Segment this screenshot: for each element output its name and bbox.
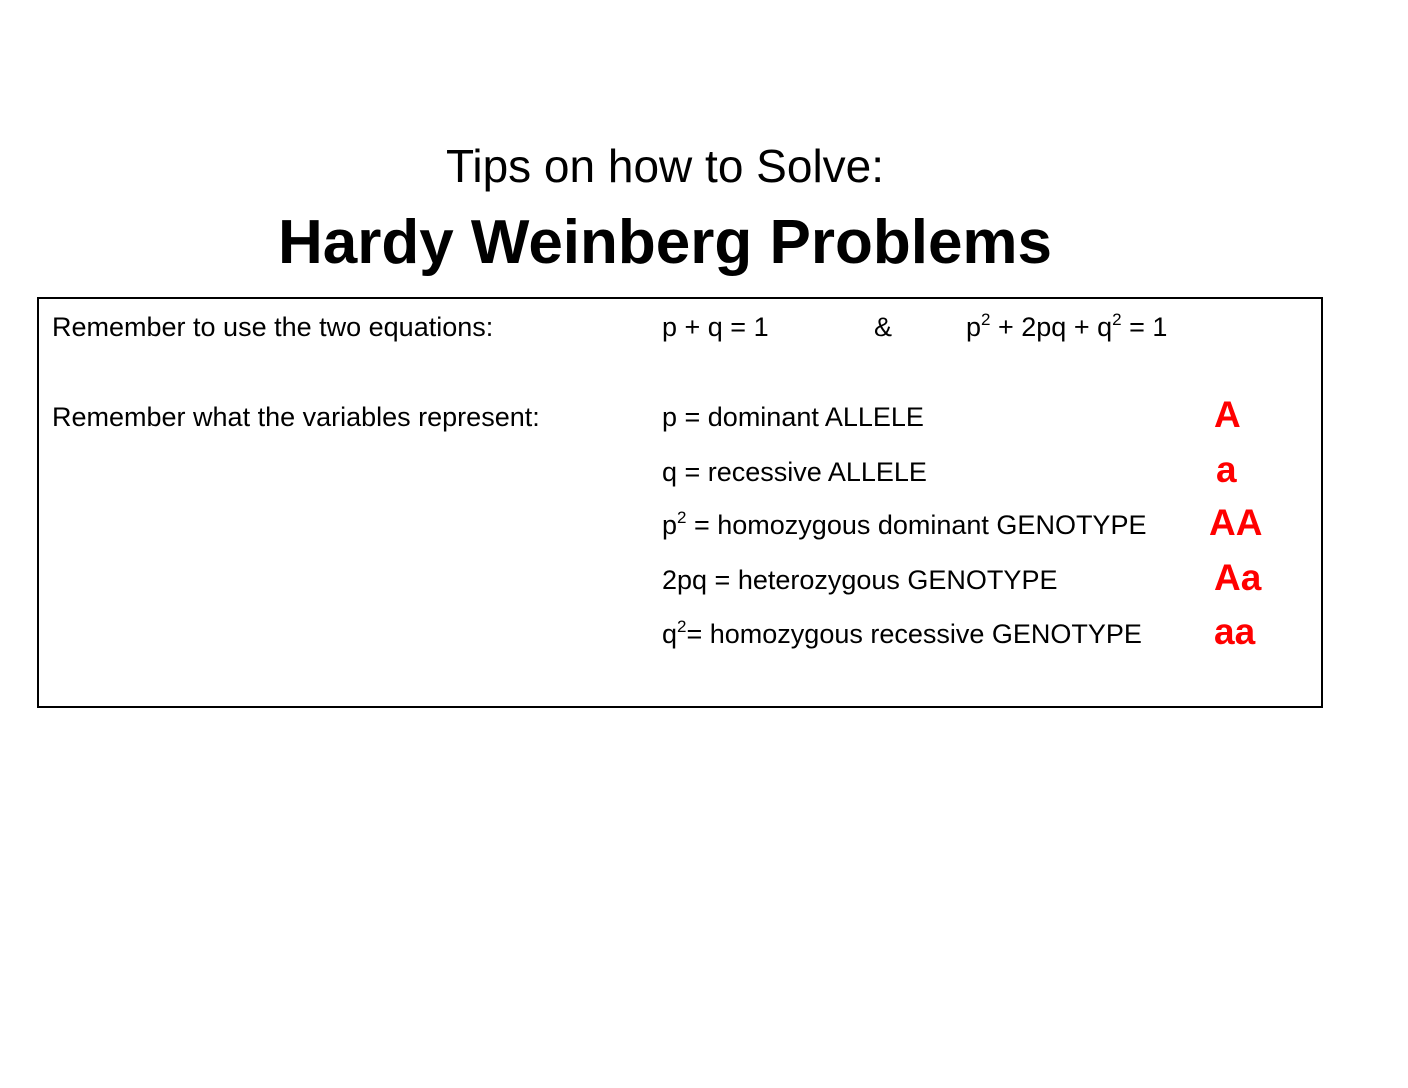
eq2-q-exponent: 2 (1112, 310, 1122, 329)
var-exponent: 2 (677, 508, 687, 527)
genotype-symbol: aa (1214, 611, 1256, 652)
eq2-p-exponent: 2 (981, 310, 991, 329)
var-rest: = homozygous recessive GENOTYPE (686, 619, 1142, 649)
allele-symbol: a (1216, 449, 1237, 490)
page-title: Hardy Weinberg Problems (277, 208, 1053, 277)
equation-one: p + q = 1 (662, 312, 769, 342)
var-base: q (662, 619, 678, 649)
variable-row: p = dominant ALLELE (662, 402, 924, 432)
allele-symbol: A (1214, 394, 1241, 435)
variables-label: Remember what the variables represent: (52, 402, 540, 432)
var-base: p (662, 510, 678, 540)
eq2-mid: + 2pq + q (990, 312, 1113, 342)
genotype-symbol: Aa (1214, 557, 1262, 598)
variable-row: q = recessive ALLELE (662, 457, 927, 487)
equation-two (966, 311, 1167, 343)
equations-label: Remember to use the two equations: (52, 312, 494, 342)
variable-row (662, 618, 1142, 650)
var-rest: = homozygous dominant GENOTYPE (686, 510, 1147, 540)
genotype-symbol: AA (1209, 502, 1263, 543)
eq2-p: p (966, 312, 982, 342)
page-subtitle: Tips on how to Solve: (445, 140, 885, 192)
ampersand: & (874, 312, 893, 342)
variable-row (662, 509, 1146, 541)
eq2-end: = 1 (1121, 312, 1168, 342)
var-exponent: 2 (677, 617, 687, 636)
variable-row: 2pq = heterozygous GENOTYPE (662, 565, 1058, 595)
